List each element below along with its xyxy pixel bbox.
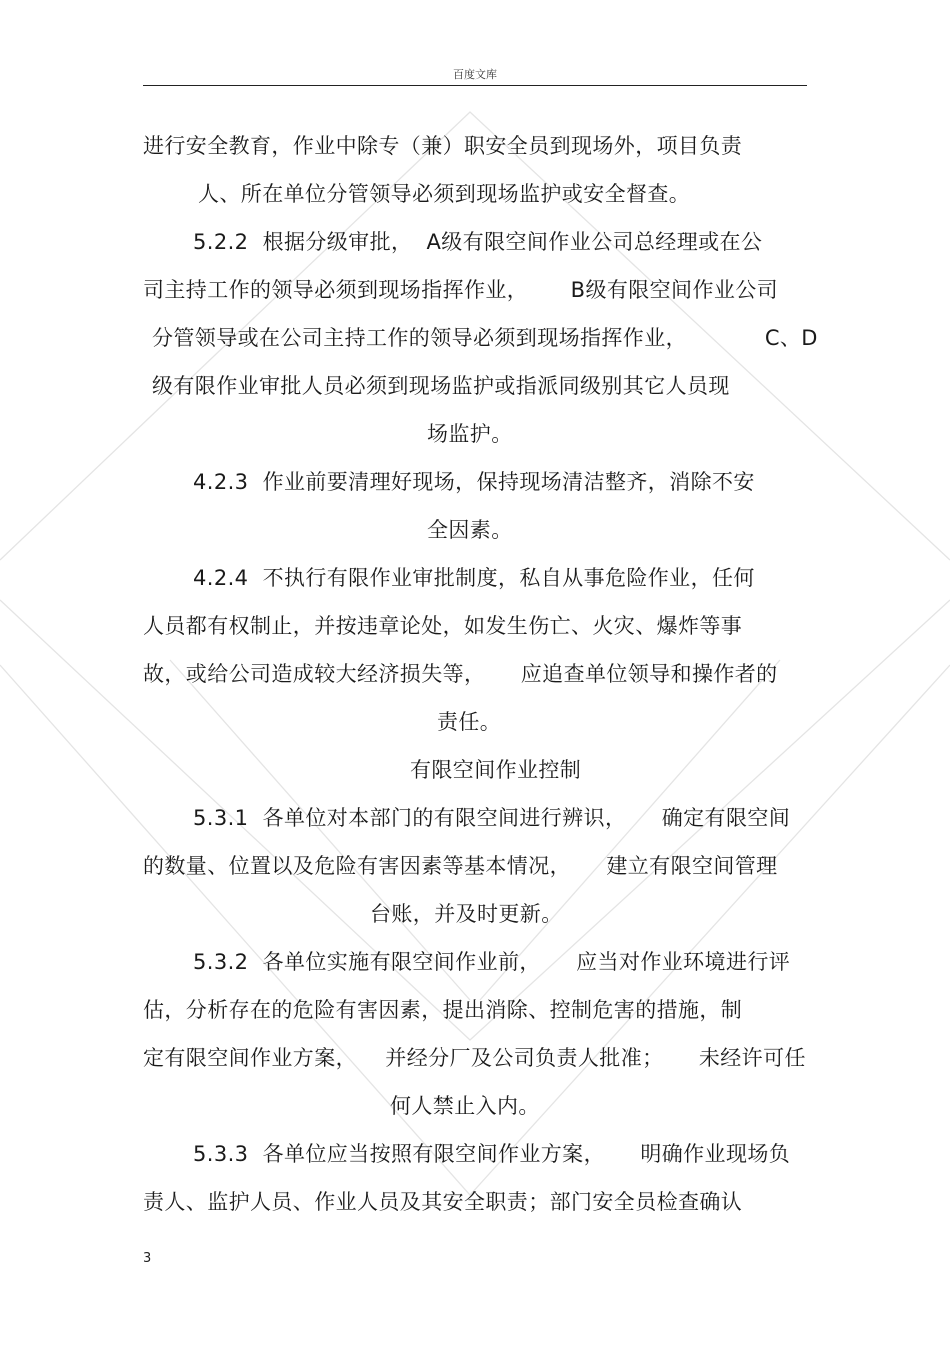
- body-line-15: 5.3.1 各单位对本部门的有限空间进行辨识， 确定有限空间: [193, 806, 791, 830]
- body-line-20: 定有限空间作业方案， 并经分厂及公司负责人批准； 未经许可任: [143, 1046, 806, 1070]
- body-line-11: 人员都有权制止，并按违章论处，如发生伤亡、火灾、爆炸等事: [143, 614, 743, 638]
- body-line-9: 全因素。: [427, 518, 513, 542]
- body-line-23: 责人、监护人员、作业人员及其安全职责；部门安全员检查确认: [143, 1190, 743, 1214]
- body-line-22: 5.3.3 各单位应当按照有限空间作业方案， 明确作业现场负: [193, 1142, 791, 1166]
- body-line-17: 台账，并及时更新。: [370, 902, 563, 926]
- body-line-12: 故，或给公司造成较大经济损失等， 应追查单位领导和操作者的: [143, 662, 778, 686]
- body-line-1: 进行安全教育，作业中除专（兼）职安全员到现场外，项目负责: [143, 134, 743, 158]
- body-line-3: 5.2.2 根据分级审批， A级有限空间作业公司总经理或在公: [193, 230, 763, 254]
- header-title: 百度文库: [453, 68, 497, 81]
- body-line-8: 4.2.3 作业前要清理好现场，保持现场清洁整齐，消除不安: [193, 470, 755, 494]
- body-line-2: 人、所在单位分管领导必须到现场监护或安全督查。: [198, 182, 691, 206]
- header-divider: [143, 85, 807, 86]
- body-line-7: 场监护。: [427, 422, 513, 446]
- body-line-19: 估，分析存在的危险有害因素，提出消除、控制危害的措施，制: [143, 998, 743, 1022]
- section-heading: 有限空间作业控制: [410, 758, 582, 782]
- body-line-21: 何人禁止入内。: [390, 1094, 540, 1118]
- body-line-6: 级有限作业审批人员必须到现场监护或指派同级别其它人员现: [152, 374, 730, 398]
- body-line-16: 的数量、位置以及危险有害因素等基本情况， 建立有限空间管理: [143, 854, 778, 878]
- body-line-13: 责任。: [437, 710, 502, 734]
- body-line-5: 分管领导或在公司主持工作的领导必须到现场指挥作业， C、D: [152, 326, 818, 350]
- body-line-18: 5.3.2 各单位实施有限空间作业前， 应当对作业环境进行评: [193, 950, 791, 974]
- body-line-10: 4.2.4 不执行有限作业审批制度，私自从事危险作业，任何: [193, 566, 755, 590]
- body-line-4: 司主持工作的领导必须到现场指挥作业， B级有限空间作业公司: [143, 278, 779, 302]
- page-number: 3: [143, 1251, 152, 1266]
